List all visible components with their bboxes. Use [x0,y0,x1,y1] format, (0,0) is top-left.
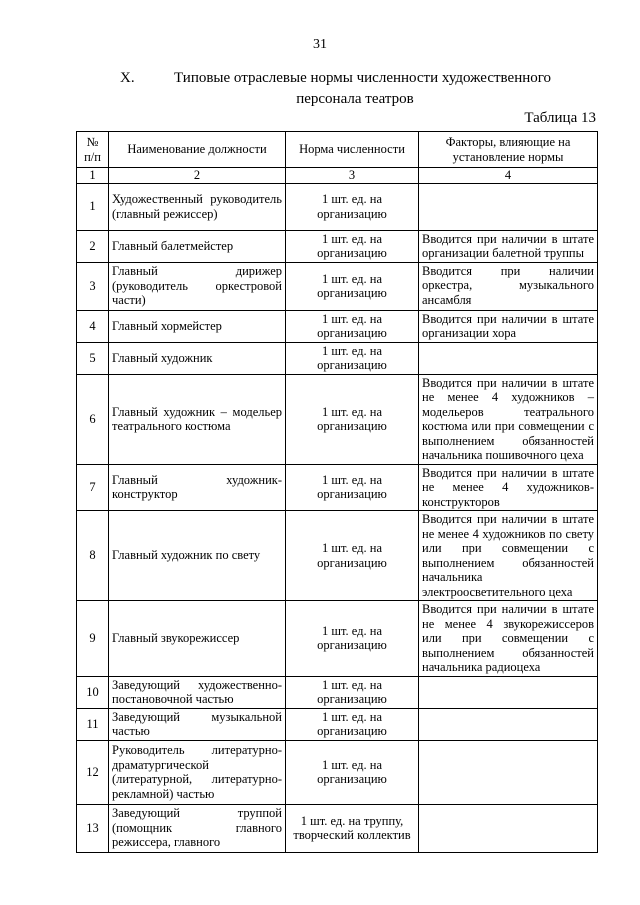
row-number: 9 [77,601,109,677]
column-index: 3 [286,168,419,184]
row-number: 10 [77,676,109,708]
position-name: Художественный руководитель (главный режиссер) [109,183,286,230]
table-row [77,310,598,342]
section-title-line2: персонала театров [296,91,414,107]
staff-norm: 1 шт. ед. на организацию [286,262,419,310]
norm-factors: Вводится при наличии в штате не менее 4 художников-конструкторов [419,464,598,511]
column-index: 1 [77,168,109,184]
section-heading [120,68,580,110]
staff-norm: 1 шт. ед. на организацию [286,230,419,262]
norm-factors: Вводится при наличии в штате организации хора [419,310,598,342]
position-name: Главный звукорежиссер [109,601,286,677]
row-number: 8 [77,511,109,601]
position-name: Главный художник – модельер театрального костюма [109,374,286,464]
staff-norm: 1 шт. ед. на организацию [286,601,419,677]
staff-norm: 1 шт. ед. на организацию [286,511,419,601]
header-factors: Факторы, влияющие на установление нормы [419,132,598,168]
staff-norm: 1 шт. ед. на организацию [286,708,419,740]
position-name: Главный дирижер (руководитель оркестровой части) [109,262,286,310]
table-row [77,708,598,740]
staff-norm: 1 шт. ед. на труппу, творческий коллектив [286,804,419,852]
table-row [77,374,598,464]
row-number: 1 [77,183,109,230]
table-row [77,464,598,511]
header-position: Наименование должности [109,132,286,168]
row-number: 13 [77,804,109,852]
position-name: Заведующий труппой (помощник главного режиссера, главного [109,804,286,852]
row-number: 6 [77,374,109,464]
section-number: X. [120,70,135,86]
position-name: Заведующий музыкальной частью [109,708,286,740]
norm-factors: Вводится при наличии в штате организации балетной труппы [419,230,598,262]
norm-factors [419,342,598,374]
staff-norm: 1 шт. ед. на организацию [286,183,419,230]
norm-factors [419,676,598,708]
table-row [77,676,598,708]
row-number: 12 [77,740,109,804]
staff-norm: 1 шт. ед. на организацию [286,310,419,342]
position-name: Главный художник-конструктор [109,464,286,511]
table-row [77,262,598,310]
section-title-line1: Типовые отраслевые нормы численности художественного [174,70,552,86]
column-index: 2 [109,168,286,184]
table-row [77,804,598,852]
staff-norm: 1 шт. ед. на организацию [286,464,419,511]
staff-norm: 1 шт. ед. на организацию [286,676,419,708]
position-name: Главный художник [109,342,286,374]
norm-factors: Вводится при наличии оркестра, музыкального ансамбля [419,262,598,310]
table-row [77,740,598,804]
table-row [77,230,598,262]
table-label: Таблица 13 [524,110,596,126]
table-row [77,342,598,374]
norm-factors: Вводится при наличии в штате не менее 4 художников – модельеров театрального костюма или при совмещении с выполнением обязанностей начальника пошивочного цеха [419,374,598,464]
norm-factors [419,708,598,740]
staff-norm: 1 шт. ед. на организацию [286,740,419,804]
norm-factors: Вводится при наличии в штате не менее 4 художников по свету или при совмещении с выполнением обязанностей начальника электроосветительного цеха [419,511,598,601]
header-norm: Норма численности [286,132,419,168]
column-index: 4 [419,168,598,184]
row-number: 4 [77,310,109,342]
staff-norm: 1 шт. ед. на организацию [286,374,419,464]
row-number: 5 [77,342,109,374]
position-name: Главный художник по свету [109,511,286,601]
header-number: № п/п [77,132,109,168]
column-index-row [77,168,598,184]
staff-norm: 1 шт. ед. на организацию [286,342,419,374]
norms-table [76,131,598,853]
table-row [77,601,598,677]
norm-factors [419,804,598,852]
position-name: Главный хормейстер [109,310,286,342]
table-row [77,183,598,230]
page-number: 31 [313,37,327,52]
row-number: 11 [77,708,109,740]
position-name: Заведующий художественно-постановочной частью [109,676,286,708]
position-name: Главный балетмейстер [109,230,286,262]
norm-factors [419,740,598,804]
row-number: 3 [77,262,109,310]
position-name: Руководитель литературно-драматургической (литературной, литературно-рекламной) частью [109,740,286,804]
row-number: 7 [77,464,109,511]
row-number: 2 [77,230,109,262]
table-row [77,511,598,601]
norm-factors [419,183,598,230]
norm-factors: Вводится при наличии в штате не менее 4 звукорежиссеров или при совмещении с выполнением обязанностей начальника радиоцеха [419,601,598,677]
